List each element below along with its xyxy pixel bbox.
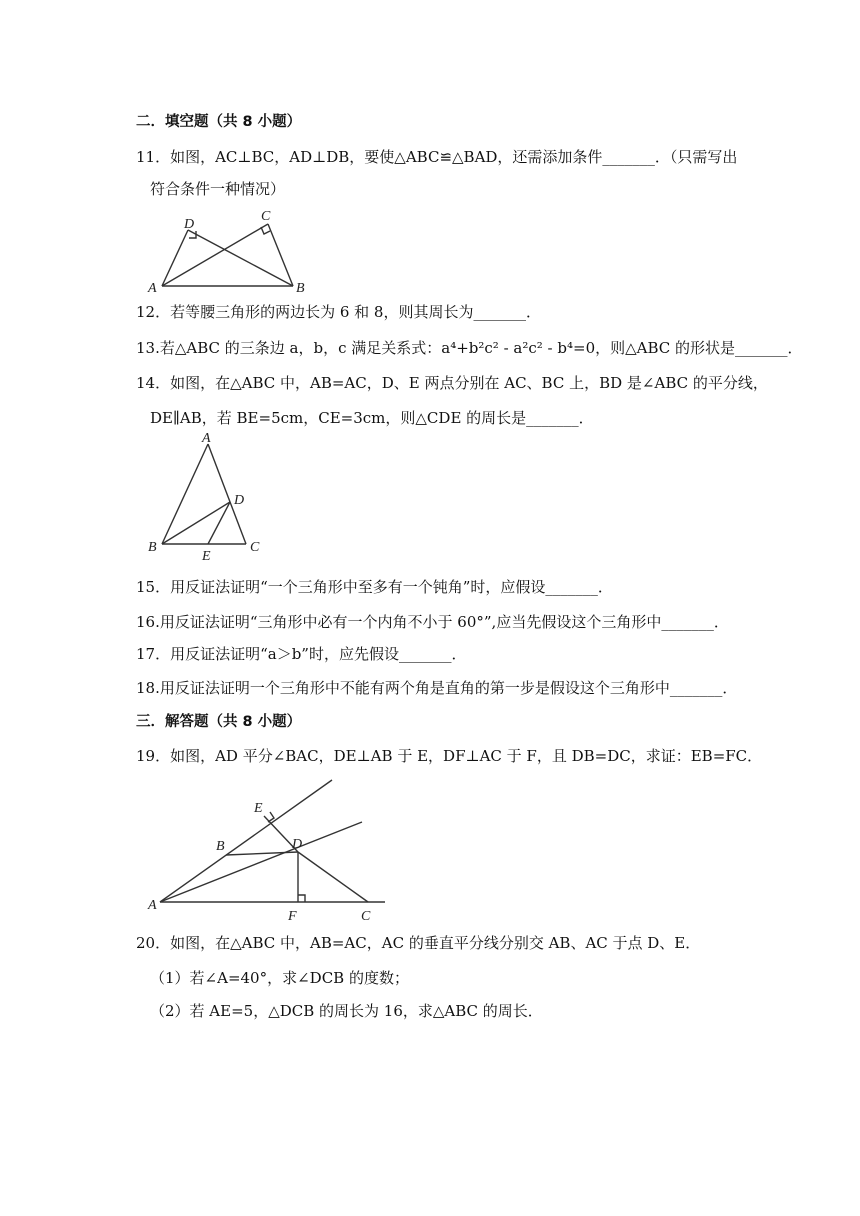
label-d: D xyxy=(234,493,245,508)
figure-q11-triangles xyxy=(140,200,320,300)
question-18: 18.用反证法证明一个三角形中不能有两个角是直角的第一步是假设这个三角形中_______． xyxy=(136,679,738,697)
section-heading-fill-in: 二．填空题（共 8 小题） xyxy=(136,114,302,130)
question-20-part-1: （1）若∠A=40°，求∠DCB 的度数； xyxy=(150,969,409,987)
question-14-line-1: 14．如图，在△ABC 中，AB=AC，D、E 两点分别在 AC、BC 上，BD 是∠ABC 的平分线， xyxy=(136,374,768,392)
question-16: 16.用反证法证明“三角形中必有一个内角不小于 60°”,应当先假设这个三角形中_______． xyxy=(136,613,729,631)
label-c: C xyxy=(361,909,371,924)
question-11-line-2: 符合条件一种情况） xyxy=(150,180,286,198)
question-19: 19．如图，AD 平分∠BAC，DE⊥AB 于 E，DF⊥AC 于 F，且 DB=DC，求证：EB=FC． xyxy=(136,747,763,765)
label-d: D xyxy=(184,217,195,232)
label-d: D xyxy=(292,837,303,852)
label-c: C xyxy=(250,540,260,555)
label-a: A xyxy=(202,431,211,446)
question-13: 13.若△ABC 的三条边 a，b，c 满足关系式：a⁴+b²c² - a²c² - b⁴=0，则△ABC 的形状是_______． xyxy=(136,339,803,357)
label-a: A xyxy=(148,281,157,296)
label-e: E xyxy=(254,801,263,816)
question-20: 20．如图，在△ABC 中，AB=AC，AC 的垂直平分线分别交 AB、AC 于点 D、E． xyxy=(136,934,701,952)
label-b: B xyxy=(296,281,305,296)
figure-q19-angle-bisector xyxy=(140,770,390,924)
question-11-line-1: 11．如图，AC⊥BC，AD⊥DB，要使△ABC≌△BAD，还需添加条件_______．（只需写出 xyxy=(136,148,738,166)
question-20-part-2: （2）若 AE=5，△DCB 的周长为 16，求△ABC 的周长． xyxy=(150,1002,543,1020)
question-15: 15．用反证法证明“一个三角形中至多有一个钝角”时，应假设_______． xyxy=(136,578,613,596)
label-a: A xyxy=(148,898,157,913)
label-e: E xyxy=(202,549,211,564)
label-b: B xyxy=(216,839,225,854)
label-c: C xyxy=(261,209,271,224)
label-f: F xyxy=(288,909,297,924)
figure-q14-triangle xyxy=(140,430,280,564)
question-14-line-2: DE∥AB，若 BE=5cm，CE=3cm，则△CDE 的周长是_______． xyxy=(150,409,594,427)
question-12: 12．若等腰三角形的两边长为 6 和 8，则其周长为_______． xyxy=(136,303,541,321)
question-17: 17．用反证法证明“a＞b”时，应先假设_______． xyxy=(136,645,467,663)
section-heading-solutions: 三．解答题（共 8 小题） xyxy=(136,714,302,730)
label-b: B xyxy=(148,540,157,555)
